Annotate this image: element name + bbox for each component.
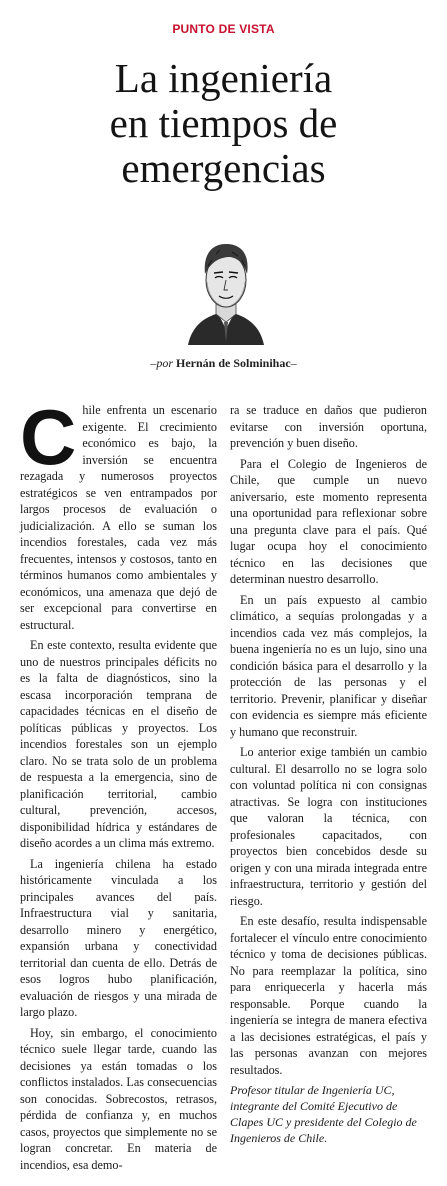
paragraph-1-text: hile enfrenta un escenario exigente. El crecimiento económico es bajo, la inversión se encuentra rezagada y numerosos proyectos estratégicos se ven entrampados por largos procesos de evaluación o judicialización. A ello se suman los incendios forestales, cada vez más frecuentes, intensos y costosos, tanto en términos humanos como ambientales y económicos, una amenaza que dejó de ser excepcional para convertirse en estructural. [20, 403, 217, 632]
byline [0, 356, 447, 371]
headline-line-2: en tiempos de [109, 100, 338, 146]
section-label: PUNTO DE VISTA [172, 22, 275, 36]
paragraph-5: Para el Colegio de Ingenieros de Chile, que cumple un nuevo aniversario, este momento representa una oportunidad para reflexionar sobre una pregunta clave para el país. Qué lugar ocupa hoy el conocimiento técnico en las decisiones que determinan nuestro desarrollo. [230, 456, 427, 586]
article-column-left [20, 393, 217, 1177]
byline-suffix: – [290, 356, 297, 370]
author-name: Hernán de Solminihac [175, 356, 291, 370]
paragraph-6: En un país expuesto al cambio climático, a sequías prolongadas y a incendios cada vez más complejos, la buena ingeniería no es un lujo, sino una condición básica para el desarrollo y la protección de las personas y el territorio. Prevenir, planificar y diseñar con evidencia es siempre más eficiente y humano que reconstruir. [230, 592, 427, 739]
headline [0, 56, 447, 191]
headline-line-3: emergencias [121, 145, 326, 191]
author-credentials: Profesor titular de Ingeniería UC, integrante del Comité Ejecutivo de Clapes UC y presidente del Colegio de Ingenieros de Chile. [230, 1083, 417, 1145]
byline-prefix: –por [150, 356, 173, 370]
article-column-right [230, 402, 427, 1150]
drop-cap: C [20, 393, 77, 481]
paragraph-8: En este desafío, resulta indispensable fortalecer el vínculo entre conocimiento técnico y toma de decisiones públicas. No para reemplazar la política, sino para enriquecerla y hacerla más responsable. Porque cuando la ingeniería se integra de manera efectiva a las decisiones estratégicas, el país y las personas avanzan con mejores resultados. [230, 914, 427, 1077]
portrait-illustration-icon [186, 230, 266, 345]
paragraph-2: En este contexto, resulta evidente que uno de nuestros principales déficits no es la falta de diagnósticos, sino la escasa incorporación temprana de capacidades técnicas en el diseño de políticas públicas y proyectos. Los incendios forestales son un ejemplo claro. No se trata solo de un problema de respuesta a la emergencia, sino de planificación territorial, cambio cultural, prevención, accesos, disponibilidad hídrica y estándares de diseño acordes a un clima más extremo. [20, 638, 217, 850]
author-portrait [186, 230, 266, 345]
paragraph-7: Lo anterior exige también un cambio cultural. El desarrollo no se logra solo con voluntad política ni con consignas atractivas. Se logra con instituciones que valoran la técnica, con profesionales capacitados, con proyectos bien concebidos desde su origen y con una mirada integrada entre infraestructura, territorio y gestión del riesgo. [230, 745, 427, 908]
headline-line-1: La ingeniería [114, 55, 333, 101]
paragraph-1 [20, 393, 217, 633]
paragraph-4-continued: ra se traduce en daños que pudieron evitarse con inversión oportuna, prevención y buen diseño. [230, 403, 427, 450]
paragraph-3: La ingeniería chilena ha estado históricamente vinculada a los principales avances del país. Infraestructura vial y sanitaria, desarrollo minero y energético, expansión urbana y conectividad territorial dan cuenta de ello. Detrás de esos logros hubo planificación, evaluación de riesgos y una mirada de largo plazo. [20, 856, 217, 1019]
paragraph-4: Hoy, sin embargo, el conocimiento técnico suele llegar tarde, cuando las decisiones ya están tomadas o los conflictos instalados. Las consecuencias son conocidas. Sobrecostos, retrasos, pérdida de confianza y, en muchos casos, proyectos que simplemente no se logran concretar. En materia de incendios, esa demo- [20, 1025, 217, 1172]
